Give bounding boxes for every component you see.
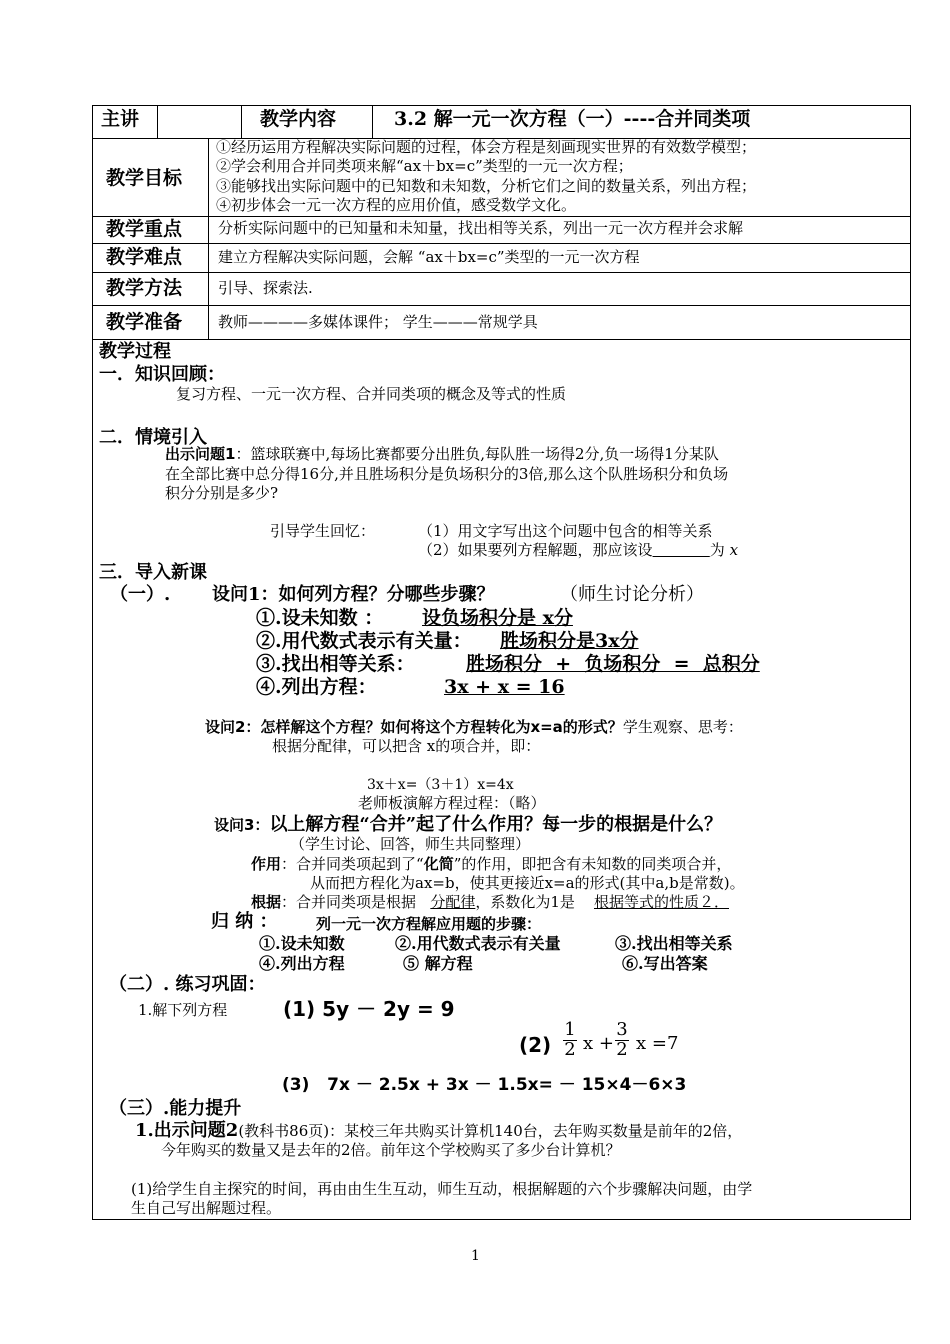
summary-label: 归 纳 ： xyxy=(211,911,278,932)
goals-label: 教学目标 xyxy=(106,167,183,189)
document-page: 主讲 教学内容 3.2 解一元一次方程（一）----合并同类项 教学目标 ①经历运用方程解决实际问题的过程，体会方程是刻画现实世界的有效数学模型； ②学会利用合并同类项来解“ax＋bx=c”类型的一元一次方程； ③能够找出实际问题中的已知数和未知数，分析它们之间的数量关系，列出方程； ④初步体会一元一次方程的应用价值，感受数学文化。 教学重点 分析实际问题中的已知量和未知量，找出相等关系，列出一元一次方程并会求解 教学难点 建立方程解决实际问题，会解 “ax＋bx=c”类型的一元一次方程 教学方法 引导、探索法. 教学准备 教师————多媒体课件； 学生———常规学具 教学过程 一．知识回顾： 复习方程、一元一次方程、合并同类项的概念及等式的性质 二．情境引入 出示问题1：篮球联赛中,每场比赛都要分出胜负,每队胜一场得2分,负一场得1分某队 在全部比赛中总分得16分,并且胜场积分是负场积分的3倍,那么这个队胜场积分和负场 积分分别是多少? 引导学生回忆： （1）用文字写出这个问题中包含的相等关系 （2）如果要列方程解题，那应该设 为 x 三．导入新课 （一）. 设问1：如何列方程？分哪些步骤？ （师生讨论分析） ①.设未知数 ： 设负场积分是 x分 ②.用代数式表示有关量： 胜场积分是3x分 ③.找出相等关系： 胜场积分 + 负场积分 = 总积分 ④.列出方程： 3x + x = 16 设问2：怎样解这个方程？如何将这个方程转化为x=a的形式？学生观察、思考： 根据分配律，可以把含 x的项合并，即： 3x＋x=（3＋1）x=4x 老师板演解方程过程：（略） 设问3：以上解方程“合并”起了什么作用？每一步的根据是什么？ （学生讨论、回答，师生共同整理） 作用：合并同类项起到了“化简”的作用，即把含有未知数的同类项合并， 从而把方程化为ax=b，使其更接近x=a的形式(其中a,b是常数)。 根据：合并同类项是根据 分配律，系数化为1是 根据等式的性质２． 归 纳 ： 列一元一次方程解应用题的步骤： ①.设未知数 ②.用代数式表示有关量 ③.找出相等关系 ④.列出方程 ⑤ 解方程 ⑥.写出答案 （二）. 练习巩固： 1.解下列方程 (1) 5y － 2y = 9 (2) 1 2 x + 3 2 x =7 (3) 7x － 2.5x + 3x － 1.5x= － 15×4－6×3 （三）.能力提升 1.出示问题2(教科书86页)：某校三年共购买计算机140台，去年购买数量是前年的2倍， 今年购买的数量又是去年的2倍。前年这个学校购买了多少台计算机？ (1)给学生自主探究的时间，再由由生生互动，师生互动，根据解题的六个步骤解决问题，由学 生自己写出解题过程。 1 xyxy=(0,0,950,1344)
step4-label: ④.列出方程： xyxy=(256,676,377,698)
exercise-2-mid: x + xyxy=(583,1033,614,1054)
question3-note: （学生讨论、回答，师生共同整理） xyxy=(290,835,531,853)
prep-label: 教学准备 xyxy=(106,311,183,333)
guide-question-1: （1）用文字写出这个问题中包含的相等关系 xyxy=(418,522,713,540)
problem1-text: ：篮球联赛中,每场比赛都要分出胜负,每队胜一场得2分,负一场得1分某队 xyxy=(235,445,719,463)
board-note: 老师板演解方程过程：（略） xyxy=(358,794,546,812)
summary-step: ③.找出相等关系 xyxy=(615,934,733,953)
guide-label: 引导学生回忆： xyxy=(270,522,376,540)
role-label: 作用 xyxy=(251,855,282,873)
method-text: 引导、探索法. xyxy=(218,279,313,297)
summary-step: ⑥.写出答案 xyxy=(622,954,708,973)
goal-item: ①经历运用方程解决实际问题的过程，体会方程是刻画现实世界的有效数学模型； xyxy=(216,138,757,156)
question2: 设问2：怎样解这个方程？如何将这个方程转化为x=a的形式？ xyxy=(205,718,623,736)
step3-label: ③.找出相等关系： xyxy=(256,653,415,675)
exercise-1: (1) 5y － 2y = 9 xyxy=(283,997,455,1021)
row-divider xyxy=(92,305,911,306)
lesson-title: 3.2 解一元一次方程（一）----合并同类项 xyxy=(394,108,751,130)
speaker-label: 主讲 xyxy=(101,108,140,130)
goal-item: ③能够找出实际问题中的已知数和未知数，分析它们之间的数量关系，列出方程； xyxy=(216,177,757,195)
step2-value: 胜场积分是3x分 xyxy=(500,630,639,652)
problem2-text: (教科书86页)：某校三年共购买计算机140台，去年购买数量是前年的2倍， xyxy=(238,1122,743,1140)
row-divider xyxy=(92,339,911,340)
summary-step: ⑤ 解方程 xyxy=(403,954,473,973)
exercise-3: (3) 7x － 2.5x + 3x － 1.5x= － 15×4－6×3 xyxy=(282,1075,687,1095)
keypoint-text: 分析实际问题中的已知量和未知量，找出相等关系，列出一元一次方程并会求解 xyxy=(218,219,744,237)
column-divider xyxy=(372,105,373,138)
section-new-lesson-title: 三．导入新课 xyxy=(99,562,207,583)
page-number: 1 xyxy=(471,1248,480,1264)
guide-question-2: （2）如果要列方程解题，那应该设 为 x xyxy=(418,541,739,559)
process-title: 教学过程 xyxy=(99,341,171,362)
question3: 以上解方程“合并”起了什么作用？每一步的根据是什么？ xyxy=(269,814,723,835)
step1-value: 设负场积分是 x分 xyxy=(422,607,573,629)
step1-label: ①.设未知数 ： xyxy=(256,607,384,629)
question2-equation: 3x＋x=（3＋1）x=4x xyxy=(367,777,514,793)
difficulty-label: 教学难点 xyxy=(106,246,183,268)
answer-blank xyxy=(653,541,710,559)
summary-step: ①.设未知数 xyxy=(259,934,345,953)
basis-fill-2: 根据等式的性质２． xyxy=(593,893,729,911)
method-label: 教学方法 xyxy=(106,277,183,299)
question2-explain: 根据分配律，可以把含 x的项合并，即： xyxy=(272,737,541,755)
part1-label: （一）. xyxy=(110,584,171,605)
exercise-2-label: (2) xyxy=(519,1033,552,1057)
problem2-sub: (1)给学生自主探究的时间，再由由生生互动，师生互动，根据解题的六个步骤解决问题，由学 xyxy=(131,1180,753,1198)
column-divider xyxy=(157,105,158,138)
summary-step: ④.列出方程 xyxy=(259,954,345,973)
basis-fill-1: 分配律 xyxy=(430,893,476,911)
section-review-title: 一．知识回顾： xyxy=(99,364,225,385)
review-text: 复习方程、一元一次方程、合并同类项的概念及等式的性质 xyxy=(176,385,567,403)
section-situation-title: 二．情境引入 xyxy=(99,427,207,448)
step4-value: 3x + x = 16 xyxy=(444,676,565,698)
exercise-2-end: x =7 xyxy=(636,1033,679,1054)
problem2-sub: 生自己写出解题过程。 xyxy=(131,1199,282,1217)
problem1-line: 积分分别是多少? xyxy=(165,484,279,502)
summary-text: 列一元一次方程解应用题的步骤： xyxy=(316,915,542,933)
fraction-one-half: 1 2 xyxy=(564,1019,576,1060)
part2-label: （二）. 练习巩固： xyxy=(109,974,266,995)
content-label: 教学内容 xyxy=(260,108,337,130)
question1: 设问1：如何列方程？分哪些步骤？ xyxy=(212,584,495,605)
role-keyword: 化简 xyxy=(423,855,454,873)
question2-tail: 学生观察、思考： xyxy=(622,718,743,736)
step3-value: 胜场积分 + 负场积分 = 总积分 xyxy=(466,653,760,675)
row-divider xyxy=(92,216,911,217)
column-divider xyxy=(208,138,209,339)
problem2-line: 今年购买的数量又是去年的2倍。前年这个学校购买了多少台计算机？ xyxy=(161,1141,621,1159)
keypoint-label: 教学重点 xyxy=(106,218,183,240)
row-divider xyxy=(92,243,911,244)
goal-item: ②学会利用合并同类项来解“ax＋bx=c”类型的一元一次方程； xyxy=(216,157,633,175)
part3-label: （三）.能力提升 xyxy=(109,1098,242,1119)
problem2-label: 1.出示问题2 xyxy=(135,1120,239,1141)
question1-note: （师生讨论分析） xyxy=(560,584,704,605)
goal-item: ④初步体会一元一次方程的应用价值，感受数学文化。 xyxy=(216,196,577,214)
problem1-label: 出示问题1 xyxy=(165,445,236,463)
question3-label: 设问3： xyxy=(214,816,270,834)
problem1-line: 在全部比赛中总分得16分,并且胜场积分是负场积分的3倍,那么这个队胜场积分和负场 xyxy=(165,465,729,483)
row-divider xyxy=(92,272,911,273)
column-divider xyxy=(241,105,242,138)
basis-label: 根据 xyxy=(251,893,282,911)
difficulty-text: 建立方程解决实际问题，会解 “ax＋bx=c”类型的一元一次方程 xyxy=(218,248,640,266)
exercise-label: 1.解下列方程 xyxy=(138,1001,228,1019)
prep-text: 教师————多媒体课件； 学生———常规学具 xyxy=(218,313,538,331)
role-line: 从而把方程化为ax=b，使其更接近x=a的形式(其中a,b是常数)。 xyxy=(310,874,745,892)
summary-step: ②.用代数式表示有关量 xyxy=(395,934,561,953)
fraction-three-half: 3 2 xyxy=(616,1019,628,1060)
step2-label: ②.用代数式表示有关量： xyxy=(256,630,472,652)
